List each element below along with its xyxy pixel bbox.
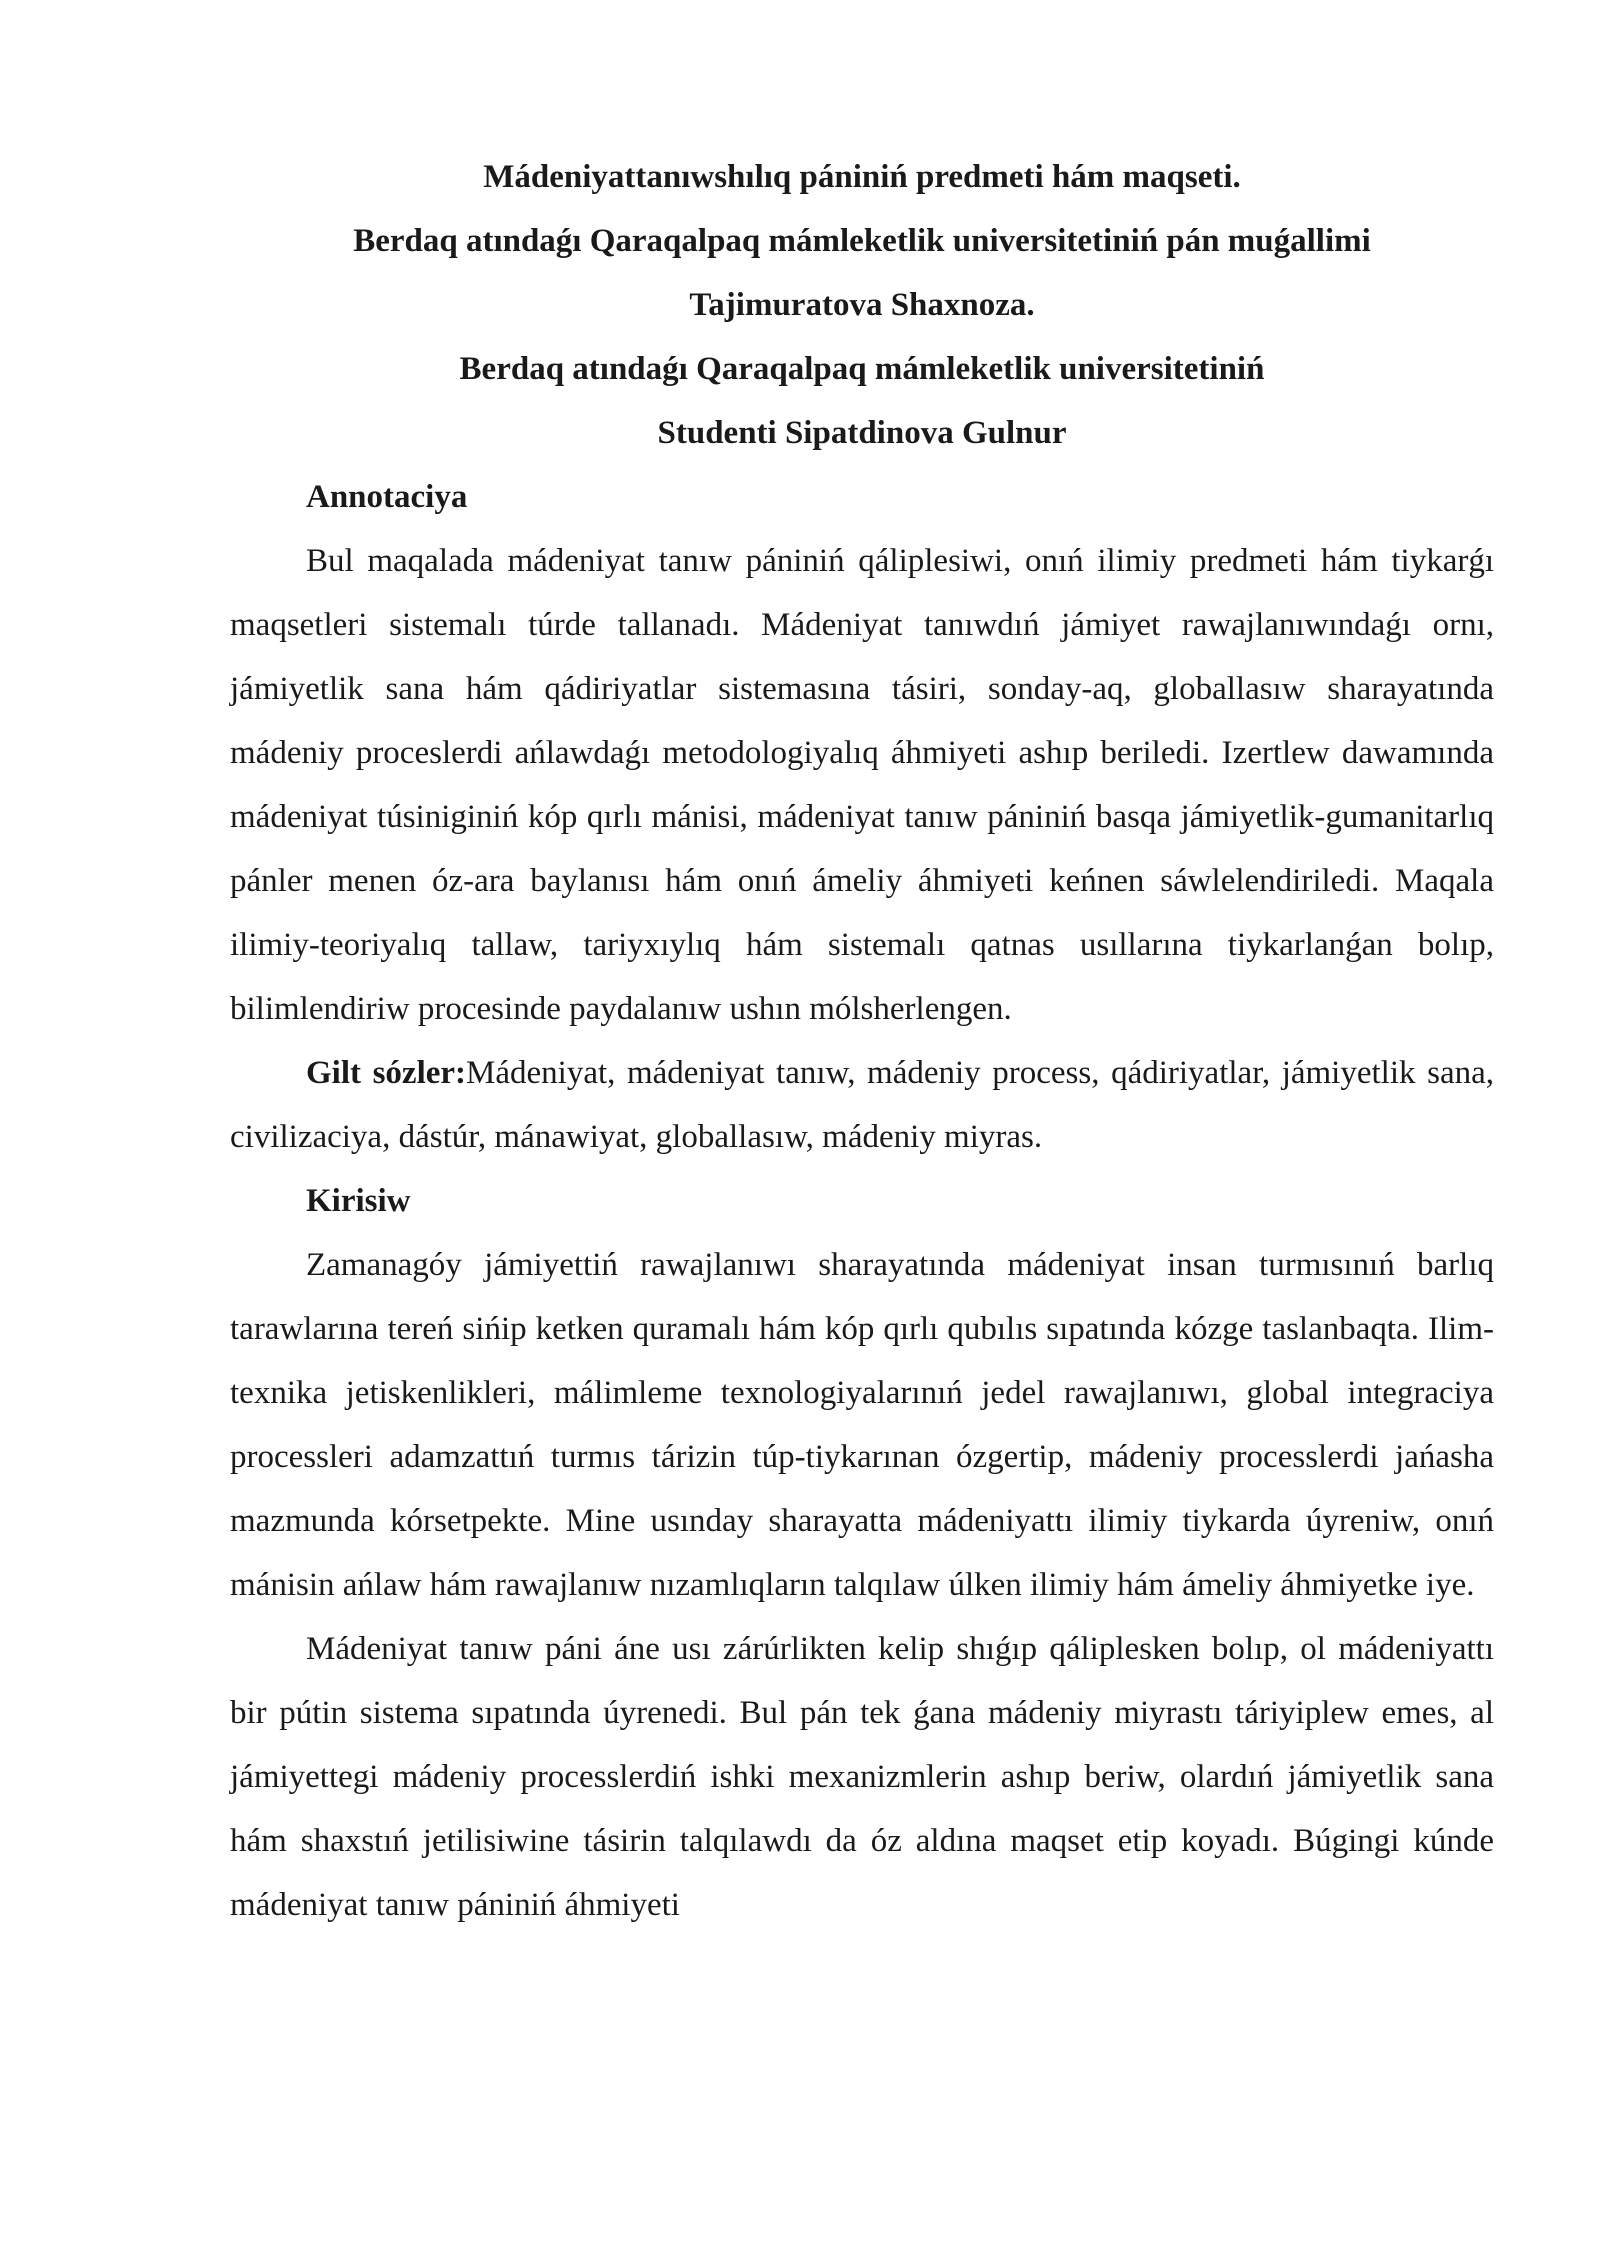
document-page	[230, 145, 1494, 1937]
author2-name: Studenti Sipatdinova Gulnur	[657, 415, 1067, 451]
keywords-paragraph	[230, 1041, 1494, 1169]
introduction-heading: Kirisiw	[306, 1183, 411, 1219]
annotation-heading: Annotaciya	[306, 479, 468, 515]
introduction-paragraph-2: Mádeniyat tanıw páni áne usı zárúrlikten kelip shıǵıp qáliplesken bolıp, ol mádeniyattı bir pútin sistema sıpatında úyrenedi. Bul pán tek ǵana mádeniy miyrastı táriyiplew emes, al jámiyettegi mádeniy processlerdiń ishki mexanizmlerin ashıp beriw, olardıń jámiyetlik sana hám shaxstıń jetilisiwine tásirin talqılawdı da óz aldına maqset etip koyadı. Búgingi kúnde mádeniyat tanıw pániniń áhmiyeti	[230, 1631, 1494, 1923]
keywords-text: Mádeniyat, mádeniyat tanıw, mádeniy process, qádiriyatlar, jámiyetlik sana, civilizaciya, dástúr, mánawiyat, globallasıw, mádeniy miyras.	[230, 1055, 1494, 1155]
annotation-text: Bul maqalada mádeniyat tanıw pániniń qáliplesiwi, onıń ilimiy predmeti hám tiykarǵı maqsetleri sistemalı túrde tallanadı. Mádeniyat tanıwdıń jámiyet rawajlanıwındaǵı ornı, jámiyetlik sana hám qádiriyatlar sistemasına tásiri, sonday-aq, globallasıw sharayatında mádeniy proceslerdi ańlawdaǵı metodologiyalıq áhmiyeti ashıp beriledi. Izertlew dawamında mádeniyat túsiniginiń kóp qırlı mánisi, mádeniyat tanıw pániniń basqa jámiyetlik-gumanitarlıq pánler menen óz-ara baylanısı hám onıń ámeliy áhmiyeti keńnen sáwlelendiriledi. Maqala ilimiy-teoriyalıq tallaw, tariyxıylıq hám sistemalı qatnas usıllarına tiykarlanǵan bolıp, bilimlendiriw procesinde paydalanıw ushın mólsherlengen.	[230, 543, 1494, 1027]
introduction-paragraph-1: Zamanagóy jámiyettiń rawajlanıwı sharayatında mádeniyat insan turmısınıń barlıq tarawlarına tereń sińip ketken quramalı hám kóp qırlı qubılıs sıpatında kózge taslanbaqta. Ilim-texnika jetiskenlikleri, málimleme texnologiyalarınıń jedel rawajlanıwı, global integraciya processleri adamzattıń turmıs tárizin túp-tiykarınan ózgertip, mádeniy processlerdi jańasha mazmunda kórsetpekte. Mine usınday sharayatta mádeniyattı ilimiy tiykarda úyreniw, onıń mánisin ańlaw hám rawajlanıw nızamlıqların talqılaw úlken ilimiy hám ámeliy áhmiyetke iye.	[230, 1247, 1494, 1603]
article-title: Mádeniyattanıwshılıq pániniń predmeti hám maqseti.	[483, 159, 1241, 195]
author1-name: Tajimuratova Shaxnoza.	[689, 287, 1035, 323]
author1-affiliation: Berdaq atındaǵı Qaraqalpaq mámleketlik universitetiniń pán muǵallimi	[353, 223, 1371, 259]
keywords-label: Gilt sózler:	[306, 1055, 467, 1091]
author2-affiliation: Berdaq atındaǵı Qaraqalpaq mámleketlik universitetiniń	[459, 351, 1265, 387]
